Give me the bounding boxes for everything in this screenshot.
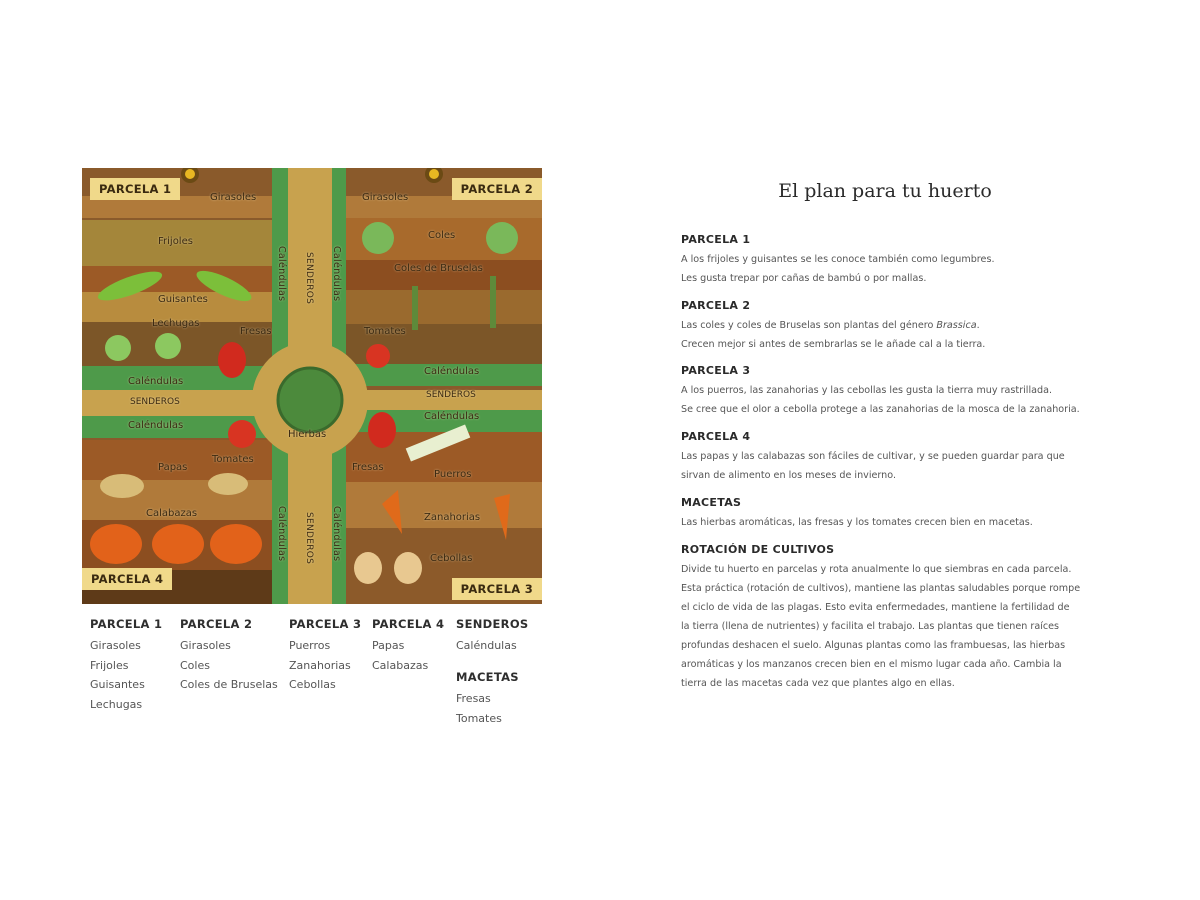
section-heading: ROTACIÓN DE CULTIVOS — [681, 543, 835, 556]
legend-parcela-2 — [180, 617, 278, 695]
legend-title: MACETAS — [456, 670, 519, 684]
label-tomates-p2: Tomates — [364, 326, 406, 337]
section-line: profundas deshacen el suelo. Algunas plantas como las frambuesas, las hierbas — [681, 640, 1066, 651]
label-calendulas-p4: Caléndulas — [128, 420, 184, 431]
section-line: Divide tu huerto en parcelas y rota anualmente lo que siembras en cada parcela. — [681, 564, 1072, 575]
label-coles: Coles — [428, 230, 456, 241]
label-v-calendulas-br: Caléndulas — [331, 506, 342, 562]
section-text: . — [976, 320, 980, 331]
section-line: Esta práctica (rotación de cultivos), mantiene las plantas saludables porque rompe — [681, 583, 1081, 594]
legend-item: Girasoles — [90, 639, 141, 652]
plot3-corner-label: PARCELA 3 — [452, 578, 542, 600]
label-v-senderos-bottom: SENDEROS — [304, 512, 314, 565]
section-parcela-2 — [681, 299, 1091, 354]
section-heading: MACETAS — [681, 496, 742, 509]
label-calabazas: Calabazas — [146, 508, 198, 519]
page-title: El plan para tu huerto — [778, 180, 992, 202]
legend-item: Girasoles — [180, 639, 231, 652]
label-hierbas: Hierbas — [288, 429, 327, 440]
label-v-senderos-top: SENDEROS — [304, 252, 314, 305]
label-senderos-left: SENDEROS — [130, 397, 180, 407]
legend-parcela-3 — [289, 617, 361, 695]
garden-plan-illustration — [82, 168, 542, 604]
legend-item: Caléndulas — [456, 639, 517, 652]
label-v-calendulas-tr: Caléndulas — [331, 246, 342, 302]
section-line: A los puerros, las zanahorias y las cebollas les gusta la tierra muy rastrillada. — [681, 385, 1053, 396]
section-heading: PARCELA 4 — [681, 430, 751, 443]
legend-title: PARCELA 1 — [90, 617, 163, 631]
label-puerros: Puerros — [434, 469, 472, 480]
section-parcela-1 — [681, 233, 1091, 288]
label-tomates-p4: Tomates — [212, 454, 254, 465]
label-fresas-1: Fresas — [240, 326, 272, 337]
section-heading: PARCELA 3 — [681, 364, 751, 377]
legend-senderos — [456, 617, 528, 656]
legend-title: PARCELA 4 — [372, 617, 445, 631]
label-v-calendulas-bl: Caléndulas — [276, 506, 287, 562]
section-line: aromáticas y los manzanos crecen bien en el mismo lugar cada año. Cambia la — [681, 659, 1062, 670]
legend-item: Puerros — [289, 639, 331, 652]
plot4-corner-label: PARCELA 4 — [82, 568, 172, 590]
section-line: A los frijoles y guisantes se les conoce también como legumbres. — [681, 254, 995, 265]
label-senderos-right: SENDEROS — [426, 390, 476, 400]
legend-macetas — [456, 670, 519, 728]
legend-item: Lechugas — [90, 697, 143, 711]
label-girasoles-1: Girasoles — [210, 192, 257, 203]
section-text: Las coles y coles de Bruselas son plantas del género — [681, 320, 937, 331]
label-guisantes: Guisantes — [158, 294, 208, 305]
legend-title: PARCELA 2 — [180, 617, 253, 631]
legend-item: Papas — [372, 639, 405, 652]
section-line: Las papas y las calabazas son fáciles de cultivar, y se pueden guardar para que — [681, 451, 1065, 462]
legend-item: Guisantes — [90, 678, 145, 691]
label-lechugas: Lechugas — [152, 318, 200, 329]
section-rotacion-cultivos — [681, 543, 1091, 693]
label-frijoles: Frijoles — [158, 236, 193, 247]
section-heading: PARCELA 2 — [681, 299, 751, 312]
section-heading: PARCELA 1 — [681, 233, 751, 246]
section-parcela-3 — [681, 364, 1091, 419]
label-cebollas: Cebollas — [430, 553, 473, 564]
legend-item: Coles de Bruselas — [180, 678, 278, 691]
legend-item: Fresas — [456, 692, 491, 705]
label-zanahorias: Zanahorias — [424, 512, 481, 523]
section-line: Las hierbas aromáticas, las fresas y los tomates crecen bien en macetas. — [681, 517, 1033, 528]
plot2-corner-label: PARCELA 2 — [452, 178, 542, 200]
section-line: Se cree que el olor a cebolla protege a las zanahorias de la mosca de la zanahoria. — [681, 404, 1080, 415]
plot1-corner-label: PARCELA 1 — [90, 178, 180, 200]
legend-title: PARCELA 3 — [289, 617, 362, 631]
section-line: la tierra (llena de nutrientes) y facilita el trabajo. Las plantas que tienen raíces — [681, 621, 1060, 632]
label-girasoles-2: Girasoles — [362, 192, 409, 203]
section-line: Crecen mejor si antes de sembrarlas se le añade cal a la tierra. — [681, 339, 986, 350]
section-line — [681, 316, 1091, 335]
label-fresas-2: Fresas — [352, 462, 384, 473]
legend-item: Coles — [180, 658, 210, 672]
legend-parcela-1 — [90, 617, 162, 714]
label-papas: Papas — [158, 462, 188, 473]
label-coles-bruselas: Coles de Bruselas — [394, 263, 483, 274]
legend-item: Cebollas — [289, 678, 336, 691]
section-line: el ciclo de vida de las plagas. Esto evita enfermedades, mantiene la fertilidad de — [681, 602, 1070, 613]
legend-item: Tomates — [456, 711, 502, 725]
section-parcela-4 — [681, 430, 1091, 485]
section-emphasis: Brassica — [936, 320, 977, 331]
legend-item: Frijoles — [90, 658, 129, 672]
label-calendulas-p1: Caléndulas — [128, 376, 184, 387]
legend-item: Zanahorias — [289, 658, 351, 672]
legend-parcela-4 — [372, 617, 444, 675]
label-calendulas-p2: Caléndulas — [424, 366, 480, 377]
section-macetas — [681, 496, 1091, 532]
section-line: sirvan de alimento en los meses de invierno. — [681, 470, 897, 481]
section-line: tierra de las macetas cada vez que plantes algo en ellas. — [681, 678, 955, 689]
legend-title: SENDEROS — [456, 617, 529, 631]
legend-item: Calabazas — [372, 658, 429, 672]
section-line: Les gusta trepar por cañas de bambú o por mallas. — [681, 273, 927, 284]
label-calendulas-p3: Caléndulas — [424, 411, 480, 422]
label-v-calendulas-tl: Caléndulas — [276, 246, 287, 302]
